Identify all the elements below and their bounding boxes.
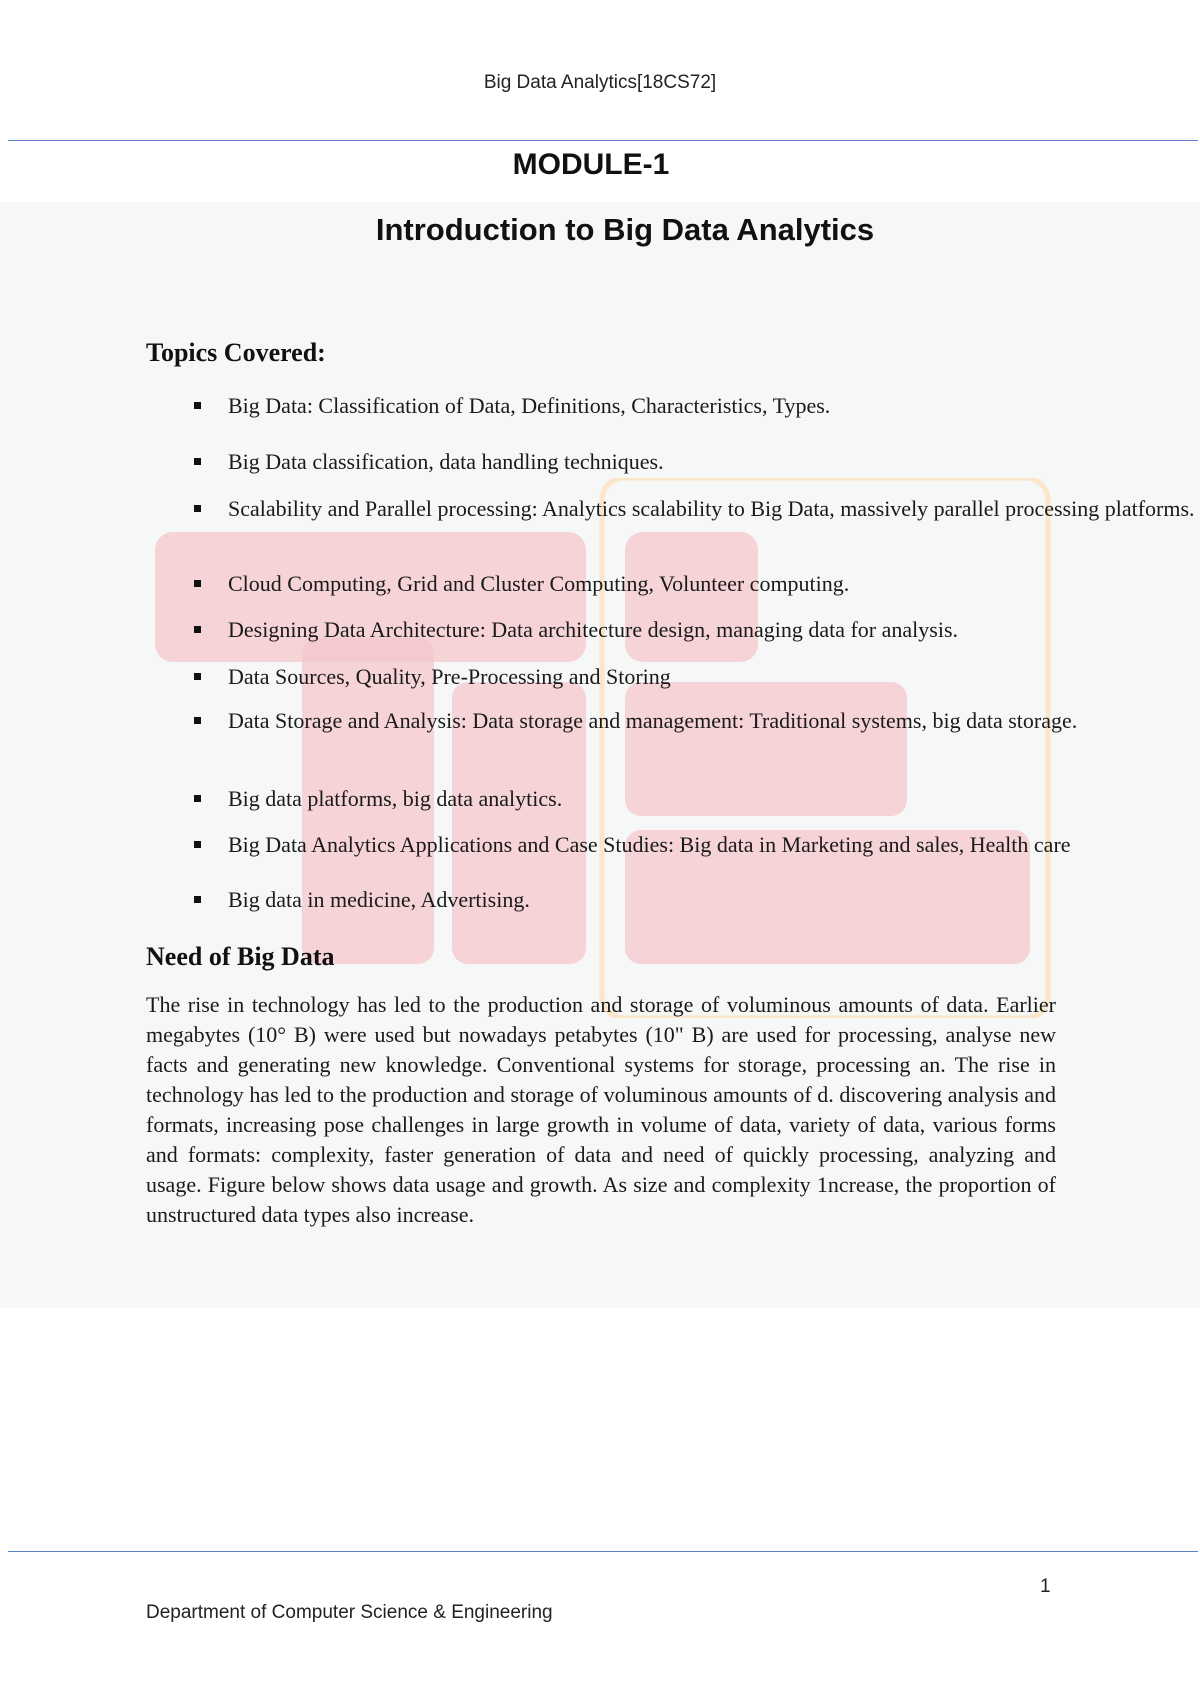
list-item: Designing Data Architecture: Data architecture design, managing data for analysis.	[194, 615, 1200, 645]
body-paragraph: The rise in technology has led to the production and storage of voluminous amounts of data. Earlier megabytes (10° B) were used but nowadays petabytes (10" B) are used for processing, analyse new facts and generating new knowledge. Conventional systems for storage, processing an. The rise in technology has led to the production and storage of voluminous amounts of d. discovering analysis and formats, increasing pose challenges in large growth in volume of data, variety of data, various forms and formats: complexity, faster generation of data and need of quickly processing, analyzing and usage. Figure below shows data usage and growth. As size and complexity 1ncrease, the proportion of unstructured data types also increase.	[146, 992, 1056, 1227]
running-header: Big Data Analytics[18CS72]	[483, 72, 717, 93]
page-title: Introduction to Big Data Analytics	[375, 212, 875, 247]
list-item: Big data in medicine, Advertising.	[194, 885, 1200, 915]
square-bullet-icon	[194, 795, 201, 802]
list-item: Big Data classification, data handling techniques.	[194, 447, 1200, 477]
page-number: 1	[1040, 1576, 1051, 1597]
topics-heading: Topics Covered:	[146, 338, 326, 367]
square-bullet-icon	[194, 896, 201, 903]
square-bullet-icon	[194, 673, 201, 680]
square-bullet-icon	[194, 580, 201, 587]
list-item: Big Data Analytics Applications and Case Studies: Big data in Marketing and sales, Health care	[194, 830, 1200, 860]
footer-department: Department of Computer Science & Engineering	[146, 1602, 553, 1623]
square-bullet-icon	[194, 717, 201, 724]
list-item: Big Data: Classification of Data, Definitions, Characteristics, Types.	[194, 391, 1200, 421]
list-item: Data Sources, Quality, Pre-Processing and Storing	[194, 662, 1200, 692]
square-bullet-icon	[194, 841, 201, 848]
footer-rule	[8, 1551, 1198, 1552]
list-item: Data Storage and Analysis: Data storage and management: Traditional systems, big data storage.	[194, 706, 1200, 736]
list-item: Cloud Computing, Grid and Cluster Computing, Volunteer computing.	[194, 569, 1200, 599]
list-item: Scalability and Parallel processing: Analytics scalability to Big Data, massively parallel processing platforms.	[194, 494, 1200, 524]
topics-list	[146, 0, 1200, 1000]
module-label: MODULE-1	[512, 148, 670, 181]
square-bullet-icon	[194, 458, 201, 465]
square-bullet-icon	[194, 402, 201, 409]
square-bullet-icon	[194, 505, 201, 512]
square-bullet-icon	[194, 626, 201, 633]
need-heading: Need of Big Data	[146, 942, 335, 971]
list-item: Big data platforms, big data analytics.	[194, 784, 1200, 814]
